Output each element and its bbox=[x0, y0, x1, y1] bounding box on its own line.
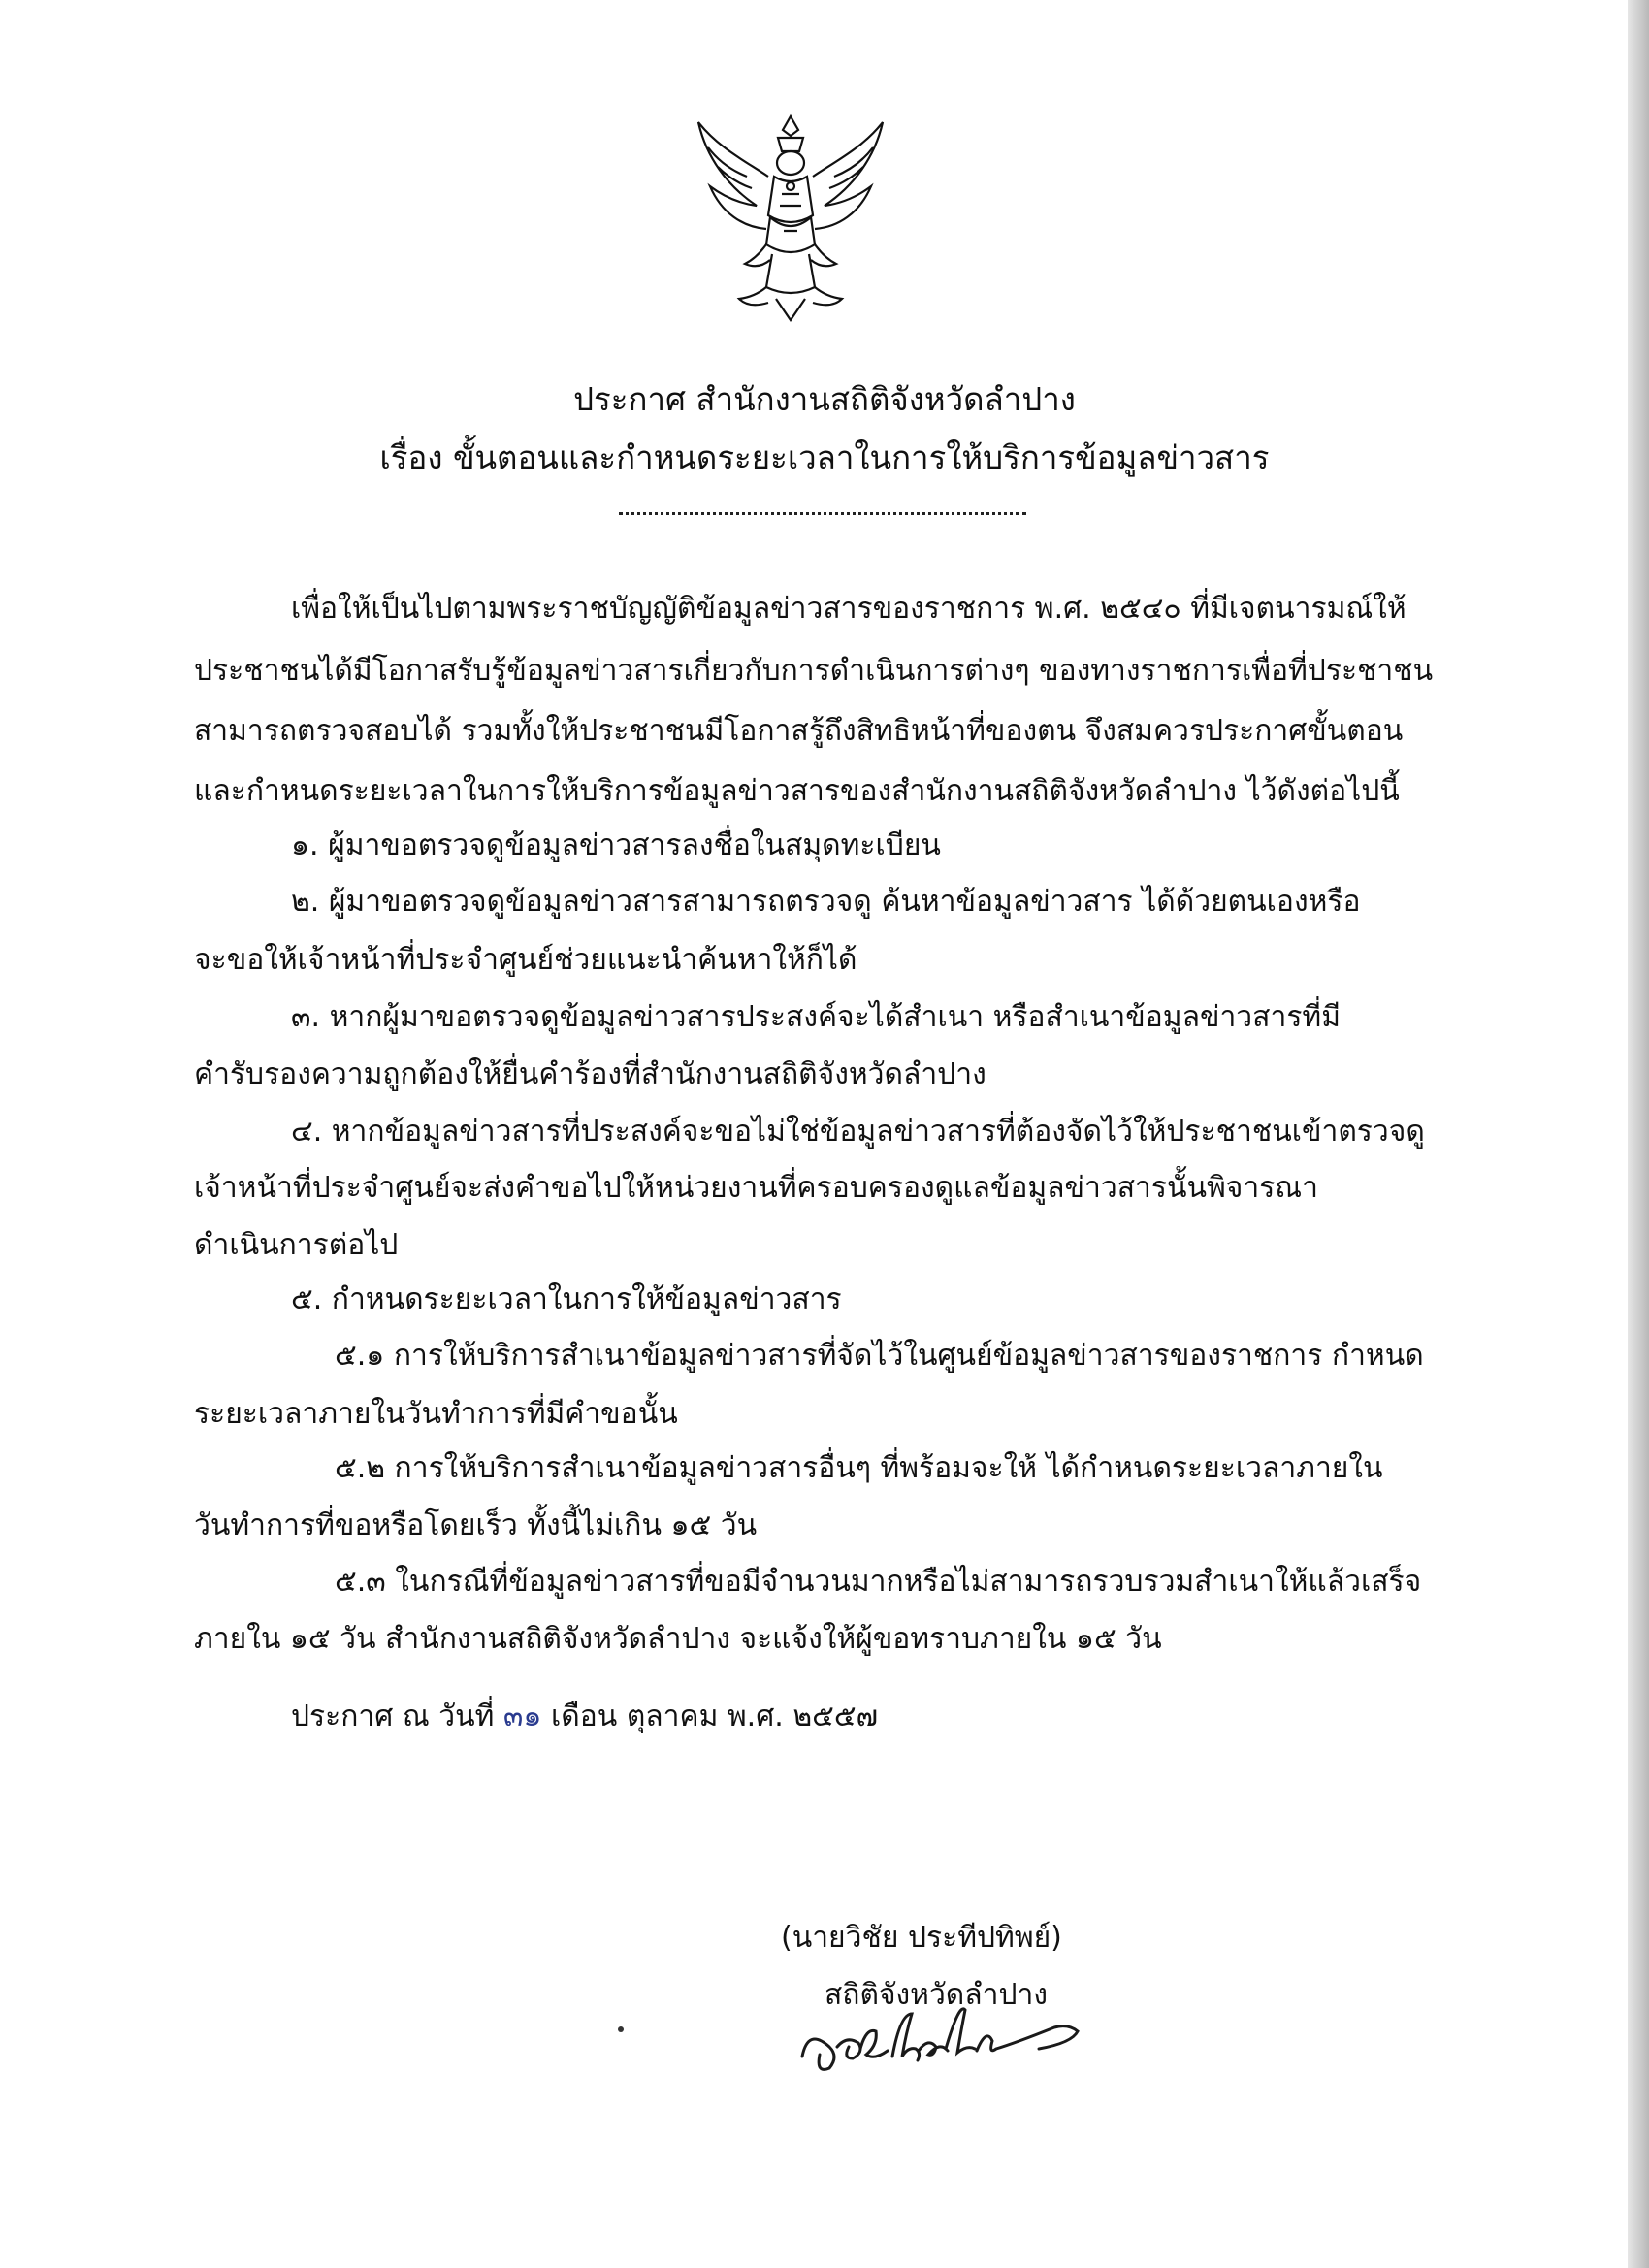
body-line: ๑. ผู้มาขอตรวจดูข้อมูลข่าวสารลงชื่อในสมุดทะเบียน bbox=[291, 828, 941, 862]
body-line: ๕.๑ การให้บริการสำเนาข้อมูลข่าวสารที่จัดไว้ในศูนย์ข้อมูลข่าวสารของราชการ กำหนด bbox=[335, 1339, 1424, 1373]
body-line: ๕.๓ ในกรณีที่ข้อมูลข่าวสารที่ขอมีจำนวนมากหรือไม่สามารถรวบรวมสำเนาให้แล้วเสร็จ bbox=[335, 1565, 1422, 1599]
signatory-position: สถิติจังหวัดลำปาง bbox=[824, 1978, 1049, 2012]
announcement-title: ประกาศ สำนักงานสถิติจังหวัดลำปาง bbox=[573, 380, 1076, 418]
scan-edge bbox=[1628, 0, 1649, 2268]
body-line: ดำเนินการต่อไป bbox=[194, 1228, 399, 1262]
signatory-name: (นายวิชัย ประทีปทิพย์) bbox=[781, 1921, 1062, 1955]
body-line: วันทำการที่ขอหรือโดยเร็ว ทั้งนี้ไม่เกิน ๑๕ วัน bbox=[194, 1508, 758, 1542]
date-day: ๓๑ bbox=[502, 1700, 542, 1733]
body-line: ภายใน ๑๕ วัน สำนักงานสถิติจังหวัดลำปาง จะแจ้งให้ผู้ขอทราบภายใน ๑๕ วัน bbox=[194, 1622, 1162, 1656]
body-line: ระยะเวลาภายในวันทำการที่มีคำขอนั้น bbox=[194, 1397, 678, 1431]
body-line: ๓. หากผู้มาขอตรวจดูข้อมูลข่าวสารประสงค์จะได้สำเนา หรือสำเนาข้อมูลข่าวสารที่มี bbox=[291, 1000, 1341, 1034]
body-line: ๔. หากข้อมูลข่าวสารที่ประสงค์จะขอไม่ใช่ข้อมูลข่าวสารที่ต้องจัดไว้ให้ประชาชนเข้าตรวจดู bbox=[291, 1115, 1425, 1149]
body-line: ๕.๒ การให้บริการสำเนาข้อมูลข่าวสารอื่นๆ ที่พร้อมจะให้ ได้กำหนดระยะเวลาภายใน bbox=[335, 1451, 1383, 1485]
announcement-date bbox=[291, 1698, 878, 1736]
dotted-divider bbox=[619, 512, 1026, 515]
body-line: เพื่อให้เป็นไปตามพระราชบัญญัติข้อมูลข่าวสารของราชการ พ.ศ. ๒๕๔๐ ที่มีเจตนารมณ์ให้ bbox=[291, 592, 1406, 626]
date-prefix: ประกาศ ณ วันที่ bbox=[291, 1700, 495, 1733]
body-line: ประชาชนได้มีโอกาสรับรู้ข้อมูลข่าวสารเกี่ยวกับการดำเนินการต่างๆ ของทางราชการเพื่อที่ประชาชน bbox=[194, 654, 1434, 688]
date-suffix: เดือน ตุลาคม พ.ศ. ๒๕๕๗ bbox=[551, 1700, 879, 1733]
ink-dot bbox=[618, 2026, 624, 2032]
garuda-emblem-icon bbox=[689, 109, 892, 327]
body-line: ๕. กำหนดระยะเวลาในการให้ข้อมูลข่าวสาร bbox=[291, 1282, 842, 1316]
body-line: เจ้าหน้าที่ประจำศูนย์จะส่งคำขอไปให้หน่วยงานที่ครอบครองดูแลข้อมูลข่าวสารนั้นพิจารณา bbox=[194, 1171, 1318, 1205]
body-line: และกำหนดระยะเวลาในการให้บริการข้อมูลข่าวสารของสำนักงานสถิติจังหวัดลำปาง ไว้ดังต่อไปนี้ bbox=[194, 774, 1400, 808]
announcement-subject: เรื่อง ขั้นตอนและกำหนดระยะเวลาในการให้บริการข้อมูลข่าวสาร bbox=[379, 438, 1270, 476]
body-line: คำรับรองความถูกต้องให้ยื่นคำร้องที่สำนักงานสถิติจังหวัดลำปาง bbox=[194, 1057, 986, 1091]
body-line: ๒. ผู้มาขอตรวจดูข้อมูลข่าวสารสามารถตรวจดู ค้นหาข้อมูลข่าวสาร ได้ด้วยตนเองหรือ bbox=[291, 885, 1361, 919]
body-line: สามารถตรวจสอบได้ รวมทั้งให้ประชาชนมีโอกาสรู้ถึงสิทธิหน้าที่ของตน จึงสมควรประกาศขั้นตอน bbox=[194, 714, 1404, 748]
body-line: จะขอให้เจ้าหน้าที่ประจำศูนย์ช่วยแนะนำค้นหาให้ก็ได้ bbox=[194, 943, 857, 977]
